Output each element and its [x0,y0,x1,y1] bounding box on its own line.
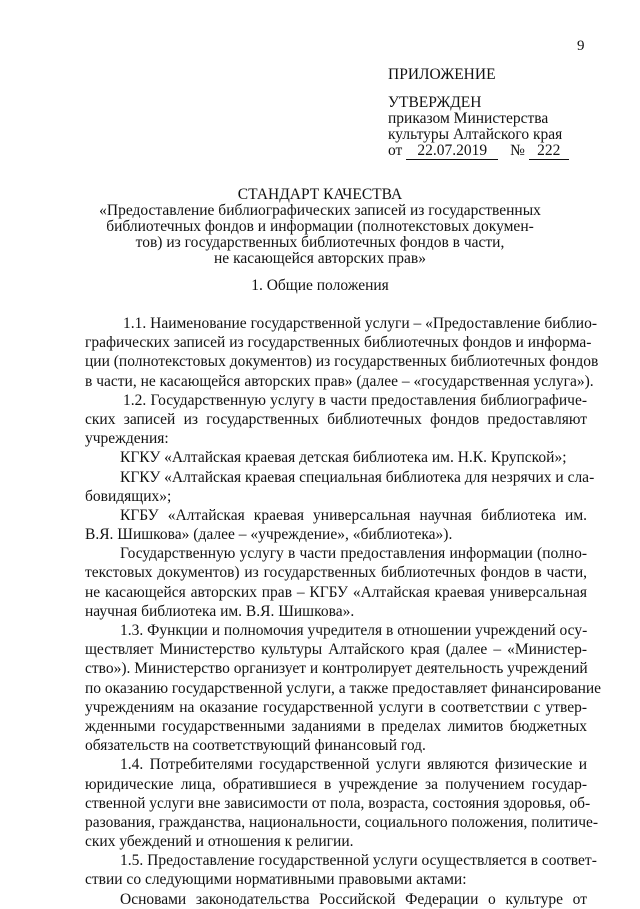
text-line: в части, не касающейся авторских прав» (далее – «государственная услуга»). [85,372,594,390]
text-line: Государственную услугу в части предоставления информации (полно- [120,545,587,563]
text-line: учреждениям на оказание государственной услуги в соответствии с утвер- [85,698,587,716]
text-line: Основами законодательства Российской Федерации о культуре от [120,890,587,908]
text-line: КГКУ «Алтайская краевая специальная библиотека для незрячих и сла- [120,468,595,486]
title-line: «Предоставление библиографических записей из государственных [99,202,541,219]
text-line: КГКУ «Алтайская краевая детская библиотека им. Н.К. Крупской»; [120,449,567,467]
title-line: библиотечных фондов и информации (полнотекстовых докумен- [106,218,534,235]
order-line-2: культуры Алтайского края [388,126,563,143]
text-line: юридические лица, обратившиеся в учреждение за получением государ- [85,775,587,793]
appendix-label: ПРИЛОЖЕНИЕ [388,66,496,83]
order-line-1: приказом Министерства [388,110,549,127]
text-line: текстовых документов) из государственных библиотечных фондов в части, [85,564,587,582]
text-line: ции (полнотекстовых документов) из государственных библиотечных фондов [85,353,599,371]
text-line: по оказанию государственной услуги, а также предоставляет финансирование [85,679,602,697]
text-line: жденными государственными заданиями в пределах лимитов бюджетных [85,717,587,735]
text-line: ских убеждений и отношения к религии. [85,833,354,851]
number-prefix: № [510,142,525,159]
title-line: СТАНДАРТ КАЧЕСТВА [237,186,403,203]
order-date: 22.07.2019 [406,143,498,160]
order-number: 222 [529,143,569,160]
title-line: тов) из государственных библиотечных фондов в части, [135,234,505,251]
text-line: ществляет Министерство культуры Алтайского края (далее – «Министер- [85,641,587,659]
text-line: 1.3. Функции и полномочия учредителя в отношении учреждений осу- [120,622,588,639]
title-line: не касающейся авторских прав» [214,250,426,267]
text-line: ственной услуги вне зависимости от пола, возраста, состояния здоровья, об- [85,794,591,812]
text-line: не касающейся авторских прав – КГБУ «Алтайская краевая универсальная [85,583,587,601]
text-line: обязательств на соответствующий финансовый год. [85,737,426,755]
text-line: учреждения: [85,430,169,448]
text-line: бовидящих»; [85,487,172,505]
text-line: научная библиотека им. В.Я. Шишкова». [85,602,355,620]
text-line: графических записей из государственных библиотечных фондов и информа- [85,334,592,352]
page-number: 9 [577,38,585,54]
date-prefix: от [388,142,403,159]
text-line: 1.1. Наименование государственной услуги – «Предоставление библио- [123,315,597,332]
text-line: ских записей из государственных библиотечных фондов предоставляют [85,410,587,428]
text-line: В.Я. Шишкова» (далее – «учреждение», «библиотека»). [85,526,453,544]
text-line: разования, гражданства, национальности, социального положения, политиче- [85,813,599,831]
text-line: 1.2. Государственную услугу в части предоставления библиографиче- [123,391,587,409]
text-line: 1.5. Предоставление государственной услуги осуществляется в соответ- [120,852,597,870]
text-line: ство»). Министерство организует и контролирует деятельность учреждений [85,660,588,678]
text-line: ствии со следующими нормативными правовыми актами: [85,871,467,889]
document-body [85,314,602,909]
order-date-number [388,143,569,160]
approved-label: УТВЕРЖДЕН [388,94,482,111]
text-line: КГБУ «Алтайская краевая универсальная научная библиотека им. [120,506,587,524]
section-heading: 1. Общие положения [251,277,389,294]
document-title [0,187,640,267]
text-line: 1.4. Потребителями государственной услуги являются физические и [120,756,587,774]
